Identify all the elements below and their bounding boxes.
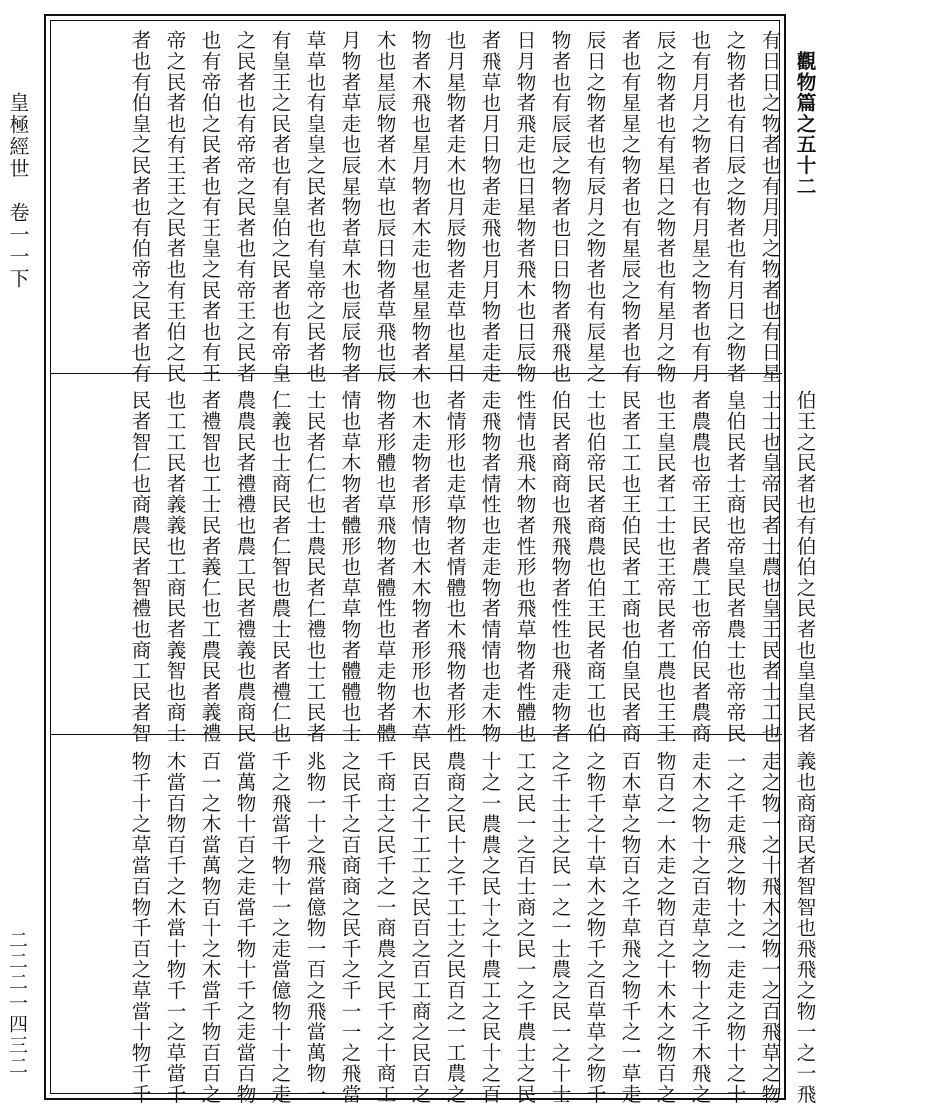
text-column: 伯民者商商也飛飛物者性性也飛走物者 <box>548 390 571 744</box>
text-column: 也有帝伯之民者也有王皇之民者也有王 <box>198 30 221 384</box>
text-column: 農農民者禮禮也農工民者禮義也農商民 <box>233 390 256 744</box>
text-column: 皇伯民者士商也帝皇民者農士也帝帝民 <box>723 390 746 744</box>
text-column: 有日日之物者也有月月之物者也有日星 <box>758 30 781 384</box>
text-column: 義也商商民者智智也飛飛之物一之一飛 <box>793 751 816 1105</box>
text-column: 者情形也走草物者情體也木飛物者形性 <box>443 390 466 744</box>
text-column: 者也有伯皇之民者也有伯帝之民者也有 <box>128 30 151 384</box>
text-column: 物千十之草當百物千百之草當十物千千 <box>128 751 151 1105</box>
chapter-heading: 觀物篇之五十二 <box>793 30 816 197</box>
text-column: 走飛物者情性也走走物者情情也走木物 <box>478 390 501 744</box>
text-column: 百一之木當萬物百十之木當千物百百之 <box>198 751 221 1105</box>
text-column: 之千士士之民一之一士農之民一之十士 <box>548 751 571 1105</box>
text-column: 之物千之十草木之物千之百草草之物千 <box>583 751 606 1105</box>
text-column: 伯王之民者也有伯伯之民者也皇皇民者 <box>793 390 816 744</box>
text-column: 千之飛當千物十一之走當億物十十之走 <box>268 751 291 1105</box>
text-column: 物者也有辰辰之物者也日日物者飛飛也 <box>548 30 571 384</box>
vertical-text-block <box>52 737 940 1105</box>
text-column: 當萬物十百之走當千物十千之走當百物 <box>233 751 256 1105</box>
text-column: 仁義也士商民者仁智也農士民者禮仁也 <box>268 390 291 744</box>
page-number-margin: 二二二一四三二 <box>6 930 28 1077</box>
text-column: 物者木飛也星月物者木走也星星物者木 <box>408 30 431 384</box>
text-column: 走之物一之十飛木之物一之百飛草之物 <box>758 751 781 1105</box>
text-column: 日月物者飛走也日星物者飛木也日辰物 <box>513 30 536 384</box>
text-column: 民百之十工工之民百之百工商之民百之 <box>408 751 431 1105</box>
vertical-text-block <box>52 376 940 744</box>
text-column: 農商之民十之千工士之民百之一工農之 <box>443 751 466 1105</box>
text-column: 民者工工也王伯民者工商也伯皇民者商 <box>618 390 641 744</box>
text-column: 之民者也有帝帝之民者也有帝王之民者 <box>233 30 256 384</box>
text-column: 月物者草走也辰星物者草木也辰辰物者 <box>338 30 361 384</box>
text-section-2 <box>52 376 816 744</box>
text-column: 情也草木物者體形也草草物者體體也士 <box>338 390 361 744</box>
text-column: 千商士之民千之一商農之民千之十商工 <box>373 751 396 1105</box>
book-title-margin: 皇極經世 卷一一下 <box>6 92 30 290</box>
text-column: 者禮智也工士民者義仁也工農民者義禮 <box>198 390 221 744</box>
text-column: 帝之民者也有王王之民者也有王伯之民 <box>163 30 186 384</box>
text-column: 有皇王之民者也有皇伯之民者也有帝皇 <box>268 30 291 384</box>
text-column: 辰日之物者也有辰月之物者也有辰星之 <box>583 30 606 384</box>
vertical-text-block <box>52 22 940 384</box>
text-column: 物百之一木走之物百之十木木之物百之 <box>653 751 676 1105</box>
text-column: 之物者也有日辰之物者也有月日之物者 <box>723 30 746 384</box>
text-section-1 <box>52 22 816 384</box>
text-column: 之民千之百商商之民千之千一一之飛當 <box>338 751 361 1105</box>
text-column: 物者形體也草飛物者體性也草走物者體 <box>373 390 396 744</box>
text-column: 士也伯帝民者商農也伯王民者商工也伯 <box>583 390 606 744</box>
text-column: 木當百物百千之木當十物千一之草當千 <box>163 751 186 1105</box>
text-column: 辰之物者也有星日之物者也有星月之物 <box>653 30 676 384</box>
text-column: 木也星辰物者木草也辰日物者草飛也辰 <box>373 30 396 384</box>
text-column: 性情也飛木物者性形也飛草物者性體也 <box>513 390 536 744</box>
text-column: 民者智仁也商農民者智禮也商工民者智 <box>128 390 151 744</box>
text-column: 百木草之物百之千草飛之物千之一草走 <box>618 751 641 1105</box>
text-column: 一之千走飛之物十之一走走之物十之十 <box>723 751 746 1105</box>
text-column: 者飛草也月日物者走飛也月月物者走走 <box>478 30 501 384</box>
text-column: 十之一農農之民十之十農工之民十之百 <box>478 751 501 1105</box>
text-column: 也有月月之物者也有月星之物者也有月 <box>688 30 711 384</box>
text-column: 者也有星星之物者也有星辰之物者也有 <box>618 30 641 384</box>
text-column: 兆物一十之飛當億物一百之飛當萬物一 <box>303 751 326 1105</box>
text-column: 走木之物十之百走草之物十之千木飛之 <box>688 751 711 1105</box>
text-column: 者農農也帝王民者農工也帝伯民者農商 <box>688 390 711 744</box>
text-column: 也木走物者形情也木木物者形形也木草 <box>408 390 431 744</box>
text-column: 草草也有皇皇之民者也有皇帝之民者也 <box>303 30 326 384</box>
text-column: 也王皇民者工士也王帝民者工農也王王 <box>653 390 676 744</box>
text-column: 也工工民者義義也工商民者義智也商士 <box>163 390 186 744</box>
text-section-3 <box>52 737 816 1105</box>
text-column: 士民者仁仁也士農民者仁禮也士工民者 <box>303 390 326 744</box>
text-column: 工之民一之百士商之民一之千農士之民 <box>513 751 536 1105</box>
text-column: 士士也皇帝民者士農也皇王民者士工也 <box>758 390 781 744</box>
text-column: 也月星物者走木也月辰物者走草也星日 <box>443 30 466 384</box>
